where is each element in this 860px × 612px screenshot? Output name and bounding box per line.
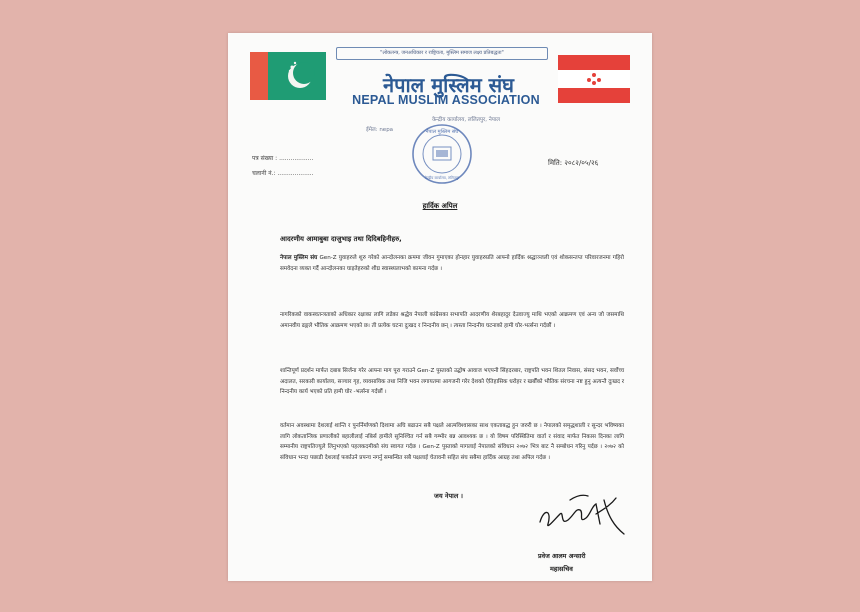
office-address: केन्द्रीय कार्यालय, ललितपुर, नेपाल: [431, 117, 501, 123]
paragraph-4: वर्तमान अवस्थामा देशलाई शान्ति र पुनर्निर्माणको दिशामा अघि बढाउन सबै पक्षले आत्मविश्वासका साथ एकताबद्ध हुन जरुरी छ । नेपालको समृद्धशाली र सुन्दर भविष्यका लागि लोकतान्त्रिक प्रणालीको बहालीलाई नबिर्स हामीले सुनिश्चित गर्न सबै गम्भीर बन्न आवश्यक छ । यो विषम परिस्थितिमा वार्ता र संवाद मार्फत निकास दिनका लागि सम्मानीय राष्ट्रपतिज्यूले लिनुभएको पहलकदमीको संघ स्वागत गर्दछ । Gen-Z पुस्ताको मागलाई नेपालको संविधान २०७२ भित्र बाट नै सम्बोधन गरिनु पर्दछ । २०७२ को संविधान भन्दा पछाडी देशलाई फर्काउने प्रपन्च नगर्नु सम्बन्धित सबै पक्षलाई चेतावनी सहित संघ सबैमा हार्दिक आग्रह तथा अपिल गर्दछ ।: [280, 423, 624, 461]
letter-title: हार्दिक अपिल: [422, 202, 458, 210]
paragraph-2: नागरिकको वाकस्वतन्त्रताको अधिकार रक्षाका लागि लडेका श्रद्धेय नेपाली कांग्रेसका सभापति आदरणीय शेरबहादुर देउवाज्यु माथि भएको आक्रमण एवं अन्य जो जसमाथि अमानवीय ढङ्गले भौतिक आक्रमण भएको छ। ती प्रत्येक घटना दुःखद र निन्दनीय छन् । त्यस्ता निन्दनीय घटनाको हामी घोर-भर्त्सना गर्दछौं ।: [280, 312, 624, 329]
letter-date: मिति: २०८२/०५/२६: [548, 159, 599, 167]
official-seal-stamp: [411, 123, 473, 185]
seal-top-text: नेपाल मुस्लिम संघ: [425, 129, 459, 135]
paragraph-1: [280, 253, 624, 274]
handwritten-signature: [530, 480, 630, 540]
org-name-bold: नेपाल मुस्लिम संघ: [280, 255, 318, 261]
signatory-designation: महासचिव: [550, 565, 573, 573]
paragraph-3: शान्तिपूर्ण प्रदर्शन मार्फत दबाब सिर्जना गरेर आफ्ना माग पूरा गराउने Gen-Z पुस्ताको उद्घोष आवाज भएपनी सिंहदरबार, राष्ट्रपति भवन शितल निवास, संसद भवन, सर्वोच्च अदालत, सरकारी कार्यालय, सञ्चार गृह, व्यवसायिक तथा निजि भवन लगायतमा आगजनी गरेर देशको ऐतिहासिक धरोहर र खर्बौंको भौतिक संरचना नष्ट हुनु अत्यन्तै दुःखद र निन्दनीय कार्य भएको प्रति हामी घोर -भर्त्सना गर्दछौं ।: [280, 368, 624, 396]
paragraph-1-text: Gen-Z युवाहरुले शुरु गरेको आन्दोलनका क्रममा जीवन गुमाएका होनहार युवाहरुप्रति आफ्नो हार्दिक श्रद्धाञ्जली एवं शोकसन्तप्त परिवारजनमा गहिरो समवेदना व्यक्त गर्दै आन्दोलनका घाइतेहरुको शीघ्र स्वास्थ्यलाभको कामना गर्दछ ।: [280, 255, 624, 272]
salutation: आदरणीय आमाबुबा दाजुभाइ तथा दिदिबहिनीहरु,: [280, 235, 402, 243]
dispatch-number: चलानी नं.: ...................: [252, 170, 314, 177]
closing-line: जय नेपाल ।: [434, 492, 463, 500]
signatory-name: प्रवेज आलम अन्सारी: [538, 553, 586, 560]
org-name-english: NEPAL MUSLIM ASSOCIATION: [352, 93, 540, 107]
org-name-nepali: नेपाल मुस्लिम संघ: [383, 73, 514, 97]
letter-number: पत्र संख्या : ..................: [252, 155, 314, 162]
letterhead-tagline: "लोकतन्त्र, जनअधिकार र राष्ट्रियता, मुस्लिम समाज लक्ष्य प्रतिबद्धता": [336, 47, 548, 60]
email-line: ईमेल: nepa: [366, 127, 394, 133]
crescent-flag-icon: [250, 52, 326, 100]
letter-document: [228, 33, 652, 581]
seal-bottom-text: केन्द्रीय कार्यालय, ललितपुर: [424, 176, 460, 180]
party-flag-icon: [558, 55, 630, 103]
